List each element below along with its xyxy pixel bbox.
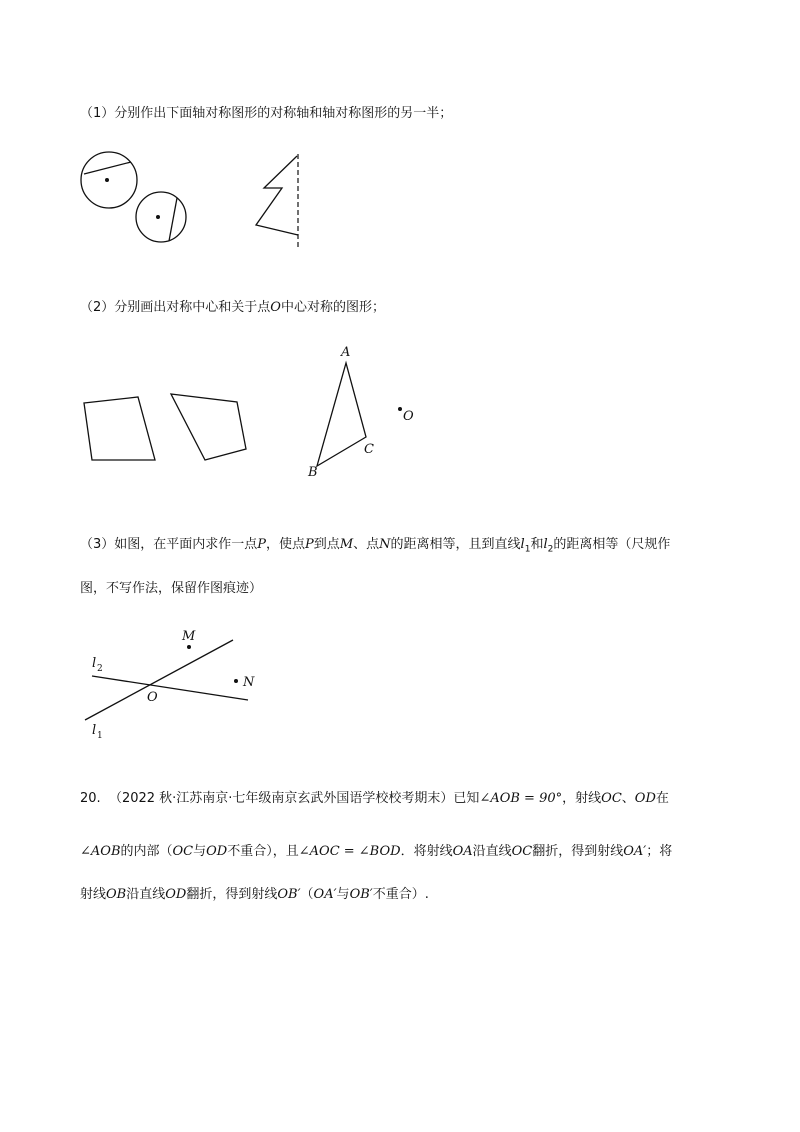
q3-N: N	[379, 537, 391, 552]
q1-circle-1	[81, 152, 137, 208]
q2-text-after: 中心对称的图形；	[280, 300, 385, 315]
q3-text-f: 和	[530, 537, 544, 552]
q2-point-O	[398, 407, 402, 411]
q3-text-a: （3）如图，在平面内求作一点	[80, 537, 258, 552]
q3-label-l2: l	[92, 656, 97, 671]
q20-OB-prime: OB′	[277, 887, 301, 902]
q3-prompt-line-2	[80, 577, 262, 596]
q20-text-3f: 不重合）.	[372, 887, 429, 902]
q20-text-3a: 射线	[80, 887, 107, 902]
q2-prompt	[80, 296, 385, 315]
q2-label-C: C	[364, 442, 374, 457]
q2-triangle-ABC	[317, 363, 366, 466]
q3-prompt-line-1	[80, 533, 670, 555]
q3-label-M: M	[182, 629, 196, 644]
q1-circle-2	[136, 192, 186, 242]
q3-l1: l	[520, 537, 525, 552]
q3-P1: P	[257, 537, 267, 552]
q20-OA-prime-2: OA′	[313, 887, 337, 902]
q3-line-l2	[92, 676, 248, 700]
q20-angle-AOB: ∠AOB	[80, 844, 121, 859]
q1-text: （1）分别作出下面轴对称图形的对称轴和轴对称图形的另一半；	[80, 106, 453, 121]
q20-text-3b: 沿直线	[126, 887, 166, 902]
q20-text-2g: ；将	[646, 844, 673, 859]
q20-text-3e: 与	[336, 887, 350, 902]
q20-text-2b: 与	[193, 844, 207, 859]
q20-OC-3: OC	[511, 844, 533, 859]
q2-label-O: O	[403, 409, 414, 424]
q3-l1-sub: 1	[524, 544, 531, 555]
q3-text-d: 、点	[353, 537, 380, 552]
q3-label-l1-sub: 1	[97, 731, 103, 741]
q20-OD: OD	[634, 791, 656, 806]
q20-OB-prime-2: OB′	[349, 887, 373, 902]
q3-text-g: 的距离相等（尺规作	[553, 537, 671, 552]
q20-number: 20.	[80, 791, 101, 806]
q3-label-N: N	[243, 675, 255, 690]
q20-text-1c: 在	[655, 791, 669, 806]
q20-OC-2: OC	[172, 844, 194, 859]
q3-text-line2: 图，不写作法，保留作图痕迹）	[80, 581, 263, 596]
q20-OD-3: OD	[165, 887, 187, 902]
q2-point-O-text: O	[270, 300, 281, 315]
q2-quad-1	[84, 397, 155, 460]
q3-label-O: O	[147, 690, 158, 705]
q3-text-e: 的距离相等，且到直线	[390, 537, 521, 552]
q20-text-2e: 沿直线	[472, 844, 512, 859]
q20-text-2f: 翻折，得到射线	[532, 844, 624, 859]
q3-l2-sub: 2	[547, 544, 554, 555]
q20-text-2a: 的内部（	[120, 844, 173, 859]
q20-text-3c: 翻折，得到射线	[186, 887, 278, 902]
q3-point-M	[187, 645, 191, 649]
q3-text-c: 到点	[313, 537, 340, 552]
q3-P2: P	[305, 537, 314, 552]
q3-label-l2-sub: 2	[97, 664, 103, 674]
q20-OA: OA	[452, 844, 473, 859]
q20-line-2	[80, 840, 672, 859]
q20-text-2d: ．将射线	[400, 844, 453, 859]
q3-text-b: ，使点	[266, 537, 306, 552]
q3-point-N	[234, 679, 238, 683]
q20-OD-2: OD	[206, 844, 228, 859]
q3-l2: l	[543, 537, 548, 552]
q2-quad-2	[171, 394, 246, 460]
q20-OB: OB	[106, 887, 127, 902]
q20-OA-prime: OA′	[623, 844, 647, 859]
q2-label-A: A	[341, 345, 351, 360]
q20-text-3d: （	[300, 887, 314, 902]
q20-text-1b: ，射线	[562, 791, 602, 806]
q3-line-l1	[85, 640, 233, 720]
q20-sep: 、	[621, 791, 635, 806]
q20-text-2c: 不重合），且	[227, 844, 299, 859]
q2-text-before: （2）分别画出对称中心和关于点	[80, 300, 271, 315]
q20-OC: OC	[601, 791, 622, 806]
q3-M: M	[339, 537, 354, 552]
q20-angle-90: ∠AOB = 90°	[479, 791, 563, 806]
q20-line-1	[80, 787, 669, 806]
q20-equation: ∠AOC = ∠BOD	[298, 844, 401, 859]
q20-source: （2022 秋·江苏南京·七年级南京玄武外国语学校校考期末）已知	[108, 791, 480, 806]
q1-half-figure	[256, 154, 298, 248]
q3-label-l1: l	[92, 723, 97, 738]
q20-line-3	[80, 883, 429, 902]
q2-label-B: B	[308, 465, 318, 480]
